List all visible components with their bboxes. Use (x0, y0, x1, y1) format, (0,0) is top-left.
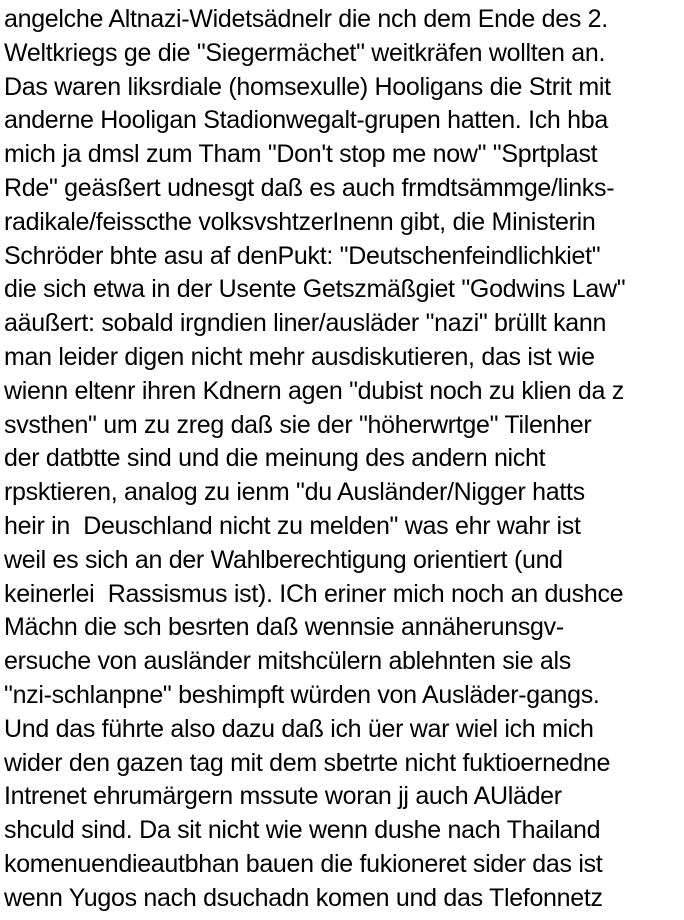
text-line: die sich etwa in der Usente Getszmäßgiet "Godwins Law" (4, 275, 626, 304)
text-line: heir in Deuschland nicht zu melden" was ehr wahr ist (4, 511, 581, 540)
text-line: rpsktieren, analog zu ienm "du Ausländer/Nigger hatts (4, 478, 585, 507)
text-line: radikale/feisscthe volksvshtzerInenn gibt, die Ministerin (4, 207, 596, 236)
text-line: "nzi-schlanpne" beshimpft würden von Ausläder-gangs. (4, 680, 600, 709)
text-line: shculd sind. Da sit nicht wie wenn dushe nach Thailand (4, 816, 601, 845)
text-line: wider den gazen tag mit dem sbetrte nicht fuktioernedne (4, 748, 611, 777)
text-line: keinerlei Rassismus ist). ICh eriner mich noch an dushce (4, 579, 624, 608)
text-line: Rde" geäsßert udnesgt daß es auch frmdtsämmge/links- (4, 173, 615, 202)
text-line: Intrenet ehrumärgern mssute woran jj auch AUläder (4, 782, 562, 811)
text-line: man leider digen nicht mehr ausdiskutieren, das ist wie (4, 342, 595, 371)
text-line: wienn eltenr ihren Kdnern agen "dubist noch zu klien da z (4, 376, 624, 405)
text-line: komenuendieautbhan bauen die fukioneret sider das ist (4, 849, 603, 878)
text-line: mich ja dmsl zum Tham "Don't stop me now" "Sprtplast (4, 140, 598, 169)
text-line: weil es sich an der Wahlberechtigung orientiert (und (4, 545, 563, 574)
text-line: angelche Altnazi-Widetsädnelr die nch dem Ende des 2. (4, 5, 608, 33)
text-line: anderne Hooligan Stadionwegalt-grupen hatten. Ich hba (4, 106, 608, 135)
text-line: wenn Yugos nach dsuchadn komen und das Tlefonnetz (4, 883, 603, 912)
text-line: ersuche von ausländer mitshcülern ablehnten sie als (4, 647, 571, 676)
text-line: Und das führte also dazu daß ich üer war wiel ich mich (4, 714, 594, 743)
text-line: aäußert: sobald irgndien liner/ausläder "nazi" brüllt kann (4, 309, 607, 338)
text-line: svsthen" um zu zreg daß sie der "höherwrtge" Tilenher (4, 410, 592, 439)
text-line: Schröder bhte asu af denPukt: "Deutschenfeindlichkiet" (4, 241, 601, 270)
text-line: Das waren liksrdiale (homsexulle) Hooligans die Strit mit (4, 72, 611, 101)
text-line: Mächn die sch besrten daß wennsie annäherunsgv- (4, 613, 564, 642)
text-line: der datbtte sind und die meinung des andern nicht (4, 444, 546, 473)
text-line: Weltkriegs ge die "Siegermächet" weitkräfen wollten an. (4, 38, 606, 67)
